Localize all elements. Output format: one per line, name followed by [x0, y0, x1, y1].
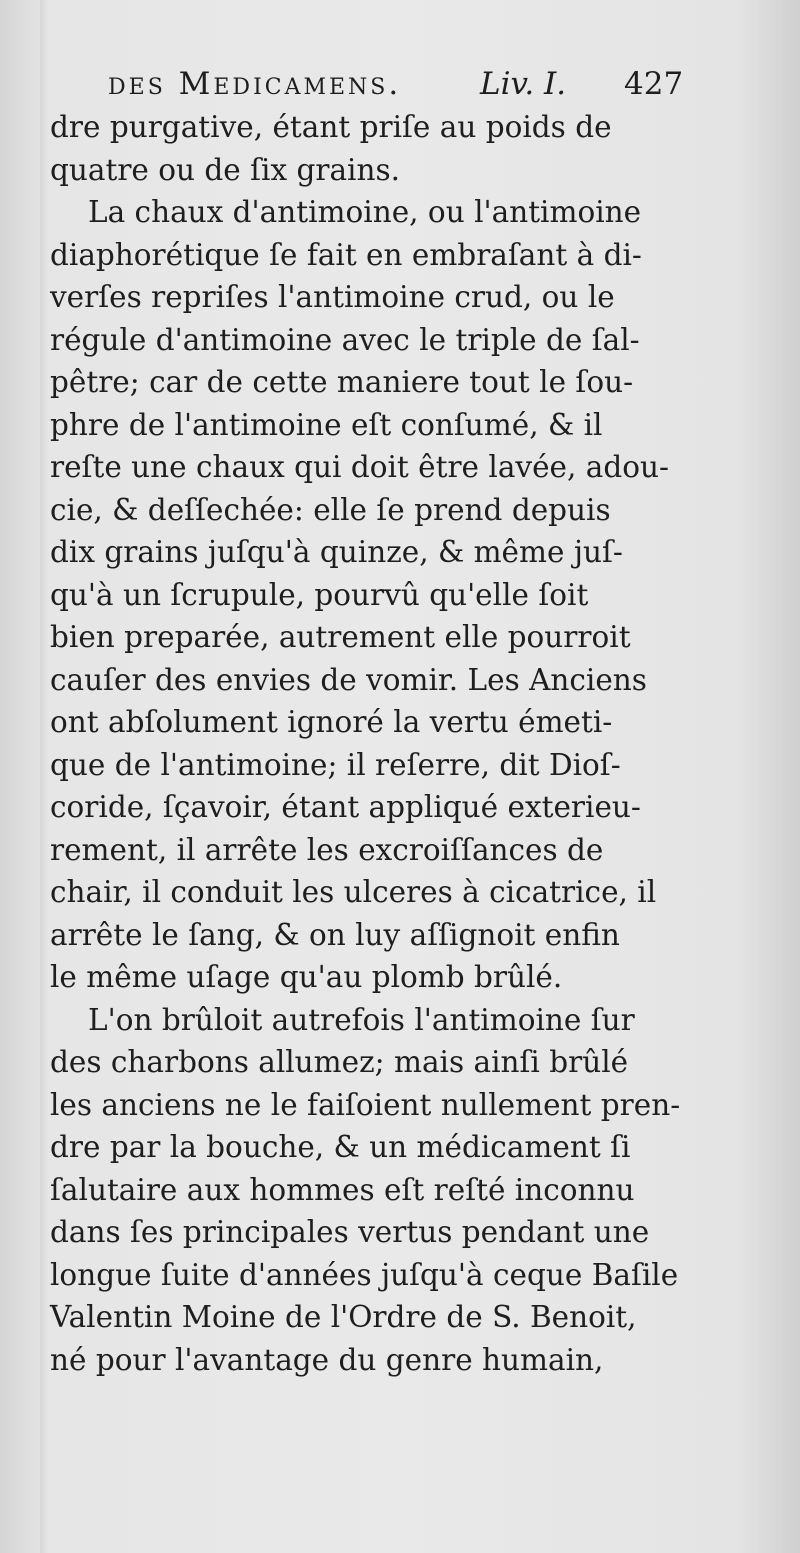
- text-line: coride, ſçavoir, étant appliqué exterieu-: [50, 790, 641, 824]
- text-line: régule d'antimoine avec le triple de ſal-: [50, 322, 640, 357]
- text-line: chair, il conduit les ulceres à cicatrice, il: [50, 875, 657, 909]
- running-title: des Medicamens.: [108, 66, 402, 102]
- text-line: arrête le ſang, & on luy aſſignoit enfin: [50, 917, 620, 952]
- page-fold-shadow: [40, 0, 48, 1553]
- running-header: [0, 66, 800, 110]
- text-line: le même uſage qu'au plomb brûlé.: [50, 960, 563, 994]
- text-line: reſte une chaux qui doit être lavée, adou-: [50, 450, 669, 484]
- text-line: phre de l'antimoine eſt conſumé, & il: [50, 407, 603, 442]
- paragraph-start-line: L'on brûloit autrefois l'antimoine ſur: [88, 1002, 635, 1037]
- text-line: cie, & deſſechée: elle ſe prend depuis: [50, 492, 611, 527]
- text-line: pêtre; car de cette maniere tout le ſou-: [50, 365, 634, 399]
- text-line: diaphorétique ſe fait en embraſant à di-: [50, 237, 642, 272]
- text-line: les anciens ne le faiſoient nullement pren-: [50, 1087, 681, 1122]
- text-line: né pour l'avantage du genre humain,: [50, 1342, 604, 1377]
- text-line: verſes repriſes l'antimoine crud, ou le: [50, 280, 615, 314]
- text-line: longue ſuite d'années juſqu'à ceque Baſile: [50, 1257, 679, 1292]
- text-line: qu'à un ſcrupule, pourvû qu'elle ſoit: [50, 577, 589, 612]
- text-line: rement, il arrête les excroiſſances de: [50, 832, 604, 867]
- text-line: quatre ou de ſix grains.: [50, 152, 401, 187]
- page-number: 427: [624, 66, 684, 102]
- text-line: bien preparée, autrement elle pourroit: [50, 620, 631, 654]
- book-number: Liv. I.: [480, 66, 567, 102]
- text-line: ont abſolument ignoré la vertu émeti-: [50, 705, 613, 739]
- paragraph-start-line: La chaux d'antimoine, ou l'antimoine: [88, 195, 642, 229]
- text-line: ſalutaire aux hommes eſt reſté inconnu: [50, 1172, 635, 1207]
- body-text: [50, 106, 695, 1381]
- text-line: des charbons allumez; mais ainſi brûlé: [50, 1045, 629, 1079]
- text-line: dans ſes principales vertus pendant une: [50, 1215, 650, 1249]
- text-line: dre par la bouche, & un médicament ſi: [50, 1130, 631, 1164]
- text-line: dix grains juſqu'à quinze, & même juſ-: [50, 535, 623, 569]
- text-line: Valentin Moine de l'Ordre de S. Benoit,: [50, 1300, 637, 1334]
- text-line: dre purgative, étant priſe au poids de: [50, 110, 612, 144]
- text-line: cauſer des envies de vomir. Les Anciens: [50, 662, 647, 697]
- text-line: que de l'antimoine; il reſerre, dit Dioſ-: [50, 747, 621, 782]
